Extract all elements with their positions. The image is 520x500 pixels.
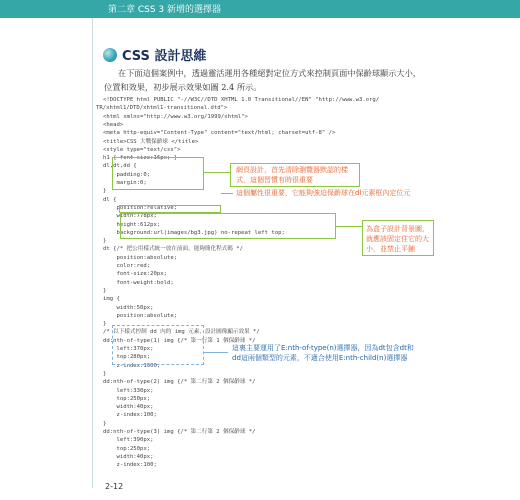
- code-line: width:778px;: [103, 213, 157, 220]
- code-line: h1 { font-size:16px; }: [103, 155, 178, 162]
- section-bullet-icon: [103, 48, 117, 62]
- code-line: width:40px;: [103, 453, 154, 460]
- callout-position: 這個屬性很重要，它能夠強迫保齡球在dl元素框內定位元: [236, 189, 411, 197]
- code-line: width:50px;: [103, 304, 154, 311]
- code-line: <style type="text/css">: [103, 146, 181, 153]
- code-line: <head>: [103, 121, 124, 128]
- connector-nth: [204, 352, 228, 353]
- highlight-size-box: [120, 213, 336, 239]
- section-title: CSS 設計思維: [122, 49, 207, 64]
- code-line: top:250px;: [103, 395, 151, 402]
- code-line: left:390px;: [103, 437, 154, 444]
- code-line: <!DOCTYPE html PUBLIC "-//W3C//DTD XHTML 1.0 Transitional//EN" "http://www.w3.org/: [103, 97, 380, 103]
- code-line: dl {: [103, 196, 117, 203]
- intro-line-2: 位置和效果，初步展示效果如圖 2.4 所示。: [104, 82, 262, 92]
- code-line: dt {/* 把公用樣式統一放在前面，能夠簡化程式碼 */: [103, 246, 243, 253]
- connector-reset: [204, 172, 230, 173]
- margin-rule: [92, 18, 93, 488]
- code-line: img {: [103, 296, 120, 303]
- code-line: dd:nth-of-type(3) img {/* 第二行第 2 個保齡球 */: [103, 429, 256, 435]
- highlight-nth-box: [112, 325, 204, 365]
- code-line: }: [103, 287, 107, 294]
- intro-line-1: 在下面這個案例中，透過靈活運用各種絕對定位方式來控制頁面中保齡球顯示大小，: [118, 68, 421, 78]
- intro-paragraph: [104, 66, 426, 94]
- chapter-header-bar: [0, 0, 520, 18]
- code-line: position:relative;: [103, 204, 178, 211]
- code-line: left:330px;: [103, 387, 154, 394]
- code-line: z-index:1000;: [103, 362, 161, 369]
- code-line: }: [103, 370, 107, 377]
- chapter-title: 第二章 CSS 3 新增的選擇器: [108, 5, 222, 15]
- code-line: color:red;: [103, 263, 151, 269]
- callout-size: 為盒子設計背景圖，就應該固定住它的大小，並禁止平鋪: [366, 225, 429, 253]
- code-line: z-index:100;: [103, 412, 157, 419]
- code-line: font-size:20px;: [103, 271, 167, 278]
- section-heading: [103, 45, 206, 64]
- code-line: }: [103, 188, 107, 195]
- page-number: 2-12: [105, 482, 124, 491]
- code-line: TR/xhtml1/DTD/xhtml1-transitional.dtd">: [96, 105, 228, 112]
- code-line: position:absolute;: [103, 312, 178, 319]
- highlight-reset-box: [112, 157, 204, 190]
- code-line: dd:nth-of-type(1) img {/* 第一行第 1 個保齡球 */: [103, 337, 256, 344]
- code-line: font-weight:bold;: [103, 279, 174, 286]
- highlight-position-box: [119, 205, 221, 213]
- code-line: padding:0;: [103, 171, 151, 178]
- code-line: top:250px;: [103, 445, 151, 452]
- code-line: position:absolute;: [103, 254, 178, 261]
- code-line: margin:0;: [103, 180, 147, 186]
- code-line: dd:nth-of-type(2) img {/* 第二行第 2 個保齡球 */: [103, 379, 256, 386]
- code-line: width:40px;: [103, 404, 154, 411]
- code-line: dl,dt,dd {: [103, 163, 137, 170]
- connector-size: [336, 226, 362, 227]
- code-line: }: [103, 420, 107, 427]
- callout-reset: 網頁設計，首先清除瀏覽器默認的樣式，這個習慣有時很重要: [236, 166, 348, 184]
- code-line: top:280px;: [103, 354, 151, 361]
- code-line: }: [103, 238, 107, 245]
- code-line: left:370px;: [103, 346, 154, 352]
- code-line: <html xmlns="http://www.w3.org/1999/xhtml">: [103, 113, 248, 120]
- code-line: height:612px;: [103, 221, 161, 228]
- connector-position: [221, 193, 233, 194]
- code-line: z-index:100;: [103, 462, 157, 469]
- code-line: <meta http-equiv="Content-Type" content="text/html; charset=utf-8" />: [103, 130, 336, 137]
- code-line: <title>CSS 大戰保齡球 </title>: [103, 138, 199, 145]
- code-line: }: [103, 321, 107, 328]
- callout-nth: 這裏主要運用了E:nth-of-type(n)選擇器，因為dt包含dt和dd這兩個類型的元素，不適合使用E:nth-child(n)選擇器: [232, 344, 414, 362]
- code-line: /* 以下樣式控制 dd 內的 img 元素，設計圖像顯示效果 */: [103, 329, 260, 336]
- code-line: background:url(images/bg3.jpg) no-repeat left top;: [103, 229, 285, 236]
